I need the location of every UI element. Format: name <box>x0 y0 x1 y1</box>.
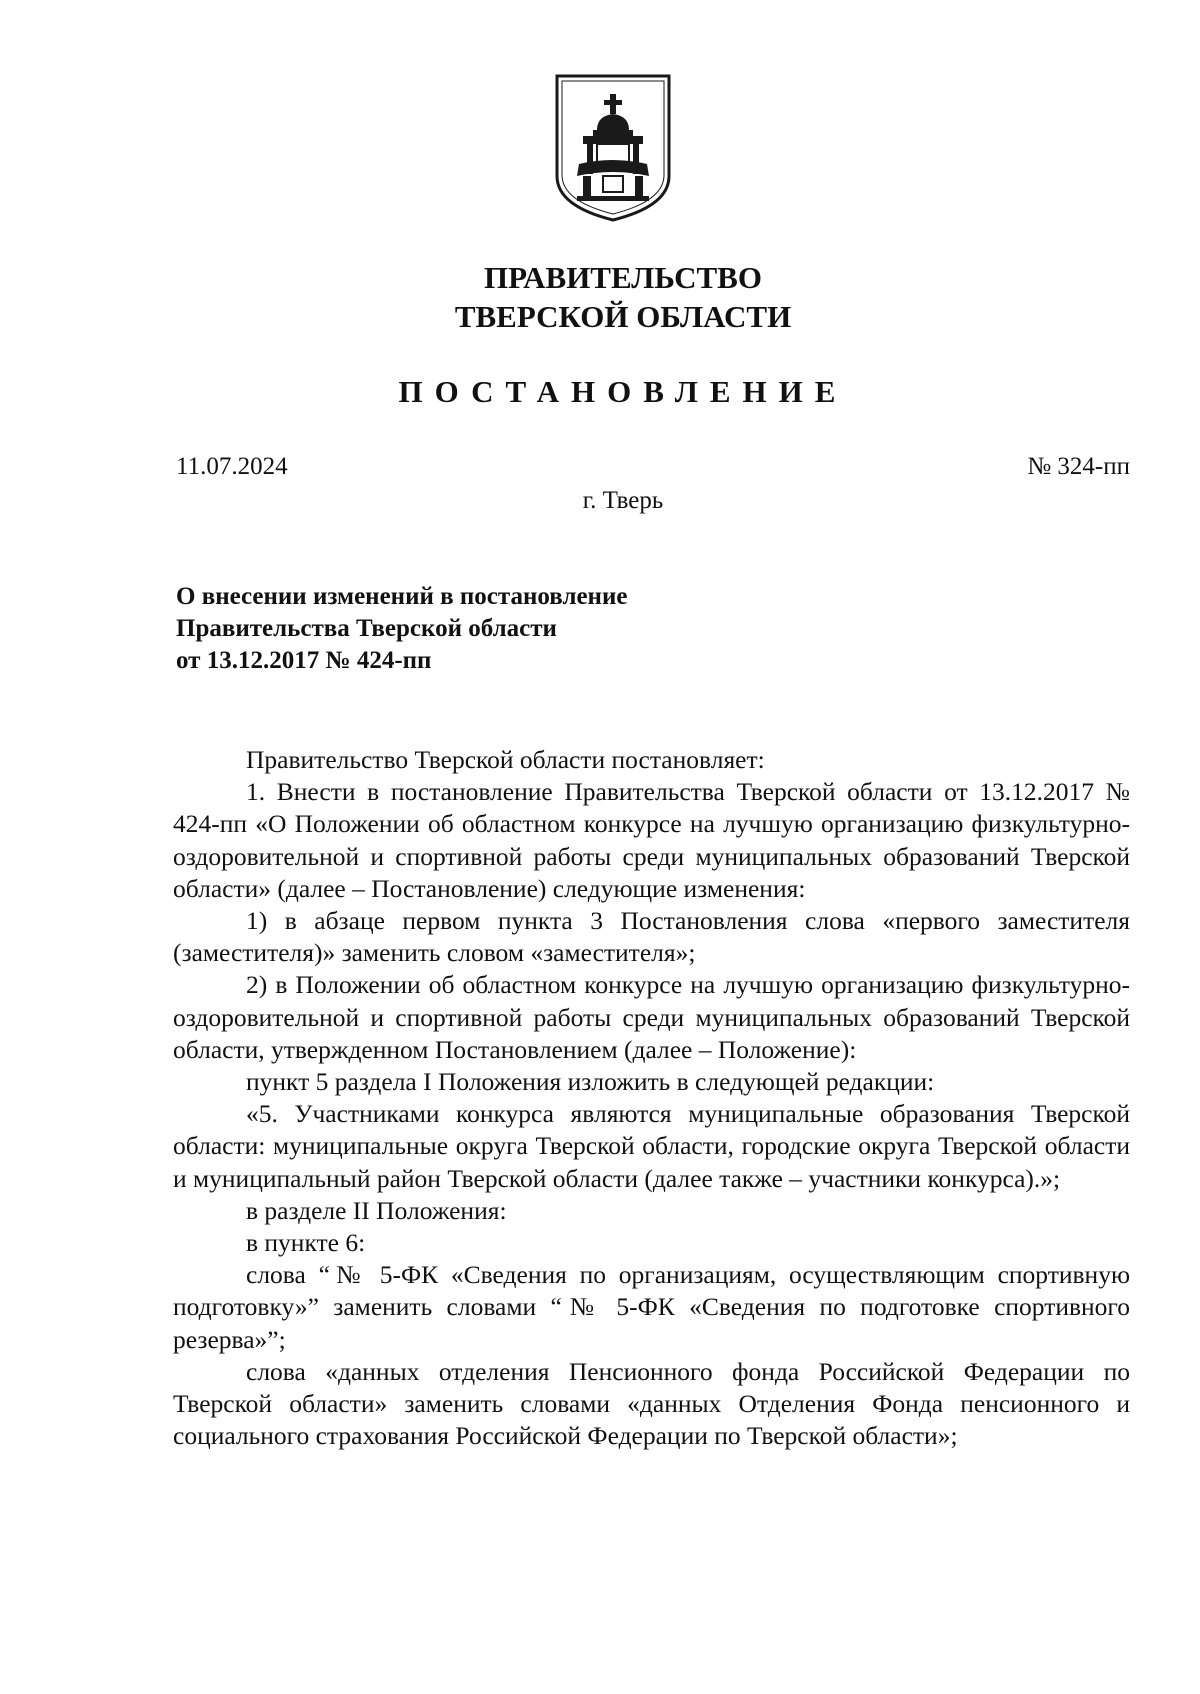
body-paragraph: пункт 5 раздела I Положения изложить в следующей редакции: <box>246 1067 935 1097</box>
body-paragraph: слова «данных отделения Пенсионного фонда Российской Федерации по Тверской области» заменить словами «данных Отделения Фонда пенсионного и социального страхования Российской Федерации по Тверской области»; <box>173 1356 1130 1451</box>
government-name-line-2: ТВЕРСКОЙ ОБЛАСТИ <box>454 299 792 334</box>
body-paragraph: 1) в абзаце первом пункта 3 Постановления слова «первого заместителя (заместителя)» заменить словом «заместителя»; <box>173 906 1130 968</box>
document-number: № 324-пп <box>1027 453 1130 480</box>
document-city: г. Тверь <box>582 487 664 514</box>
body-paragraph: 2) в Положении об областном конкурсе на лучшую организацию физкультурно-оздоровительной и спортивной работы среди муниципальных образований Тверской области, утвержденном Постановлением (далее – Положение): <box>173 970 1130 1064</box>
document-title-line-1: О внесении изменений в постановление <box>176 583 628 610</box>
government-name-line-1: ПРАВИТЕЛЬСТВО <box>484 260 762 295</box>
body-paragraph: Правительство Тверской области постановляет: <box>246 745 765 774</box>
body-paragraph: в пункте 6: <box>246 1228 366 1258</box>
body-paragraph: слова “№ 5-ФК «Сведения по организациям, осуществляющим спортивную подготовку»” заменить словами “№ 5-ФК «Сведения по подготовке спортивного резерва»”; <box>173 1260 1130 1354</box>
body-paragraph: «5. Участниками конкурса являются муниципальные образования Тверской области: муниципальные округа Тверской области, городские округа Тверской области и муниципальный район Тверской области (далее также – участники конкурса).»; <box>173 1099 1130 1193</box>
document-title-line-3: от 13.12.2017 № 424-пп <box>176 647 432 674</box>
government-name <box>0 258 1200 336</box>
document-type: ПОСТАНОВЛЕНИЕ <box>398 374 848 409</box>
document-body <box>173 744 1130 1452</box>
tver-coat-of-arms-icon <box>553 72 673 224</box>
document-title <box>176 581 627 677</box>
document-title-line-2: Правительства Тверской области <box>176 615 557 642</box>
body-paragraph: 1. Внести в постановление Правительства Тверской области от 13.12.2017 № 424-пп «О Положении об областном конкурсе на лучшую организацию физкультурно-оздоровительной и спортивной работы среди муниципальных образований Тверской области» (далее – Постановление) следующие изменения: <box>173 777 1130 903</box>
body-paragraph: в разделе II Положения: <box>246 1195 507 1225</box>
document-date: 11.07.2024 <box>176 453 288 480</box>
